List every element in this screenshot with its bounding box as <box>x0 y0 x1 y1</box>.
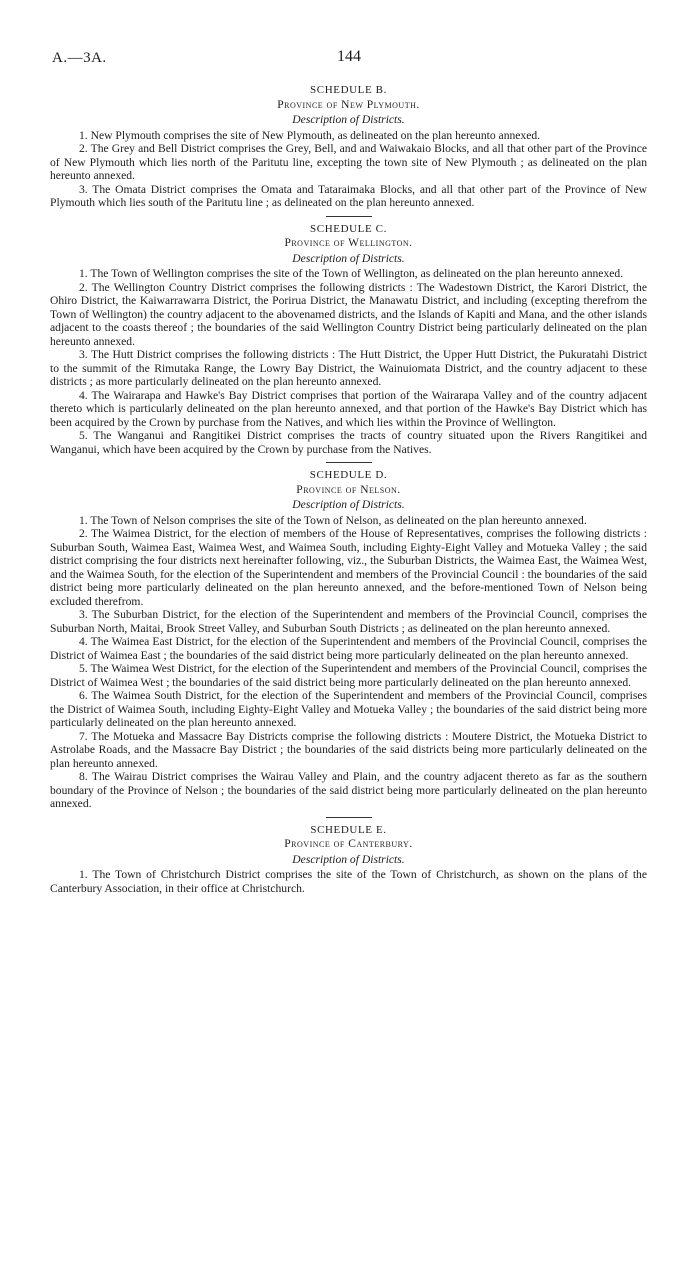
paragraph: 1. The Town of Wellington comprises the site of the Town of Wellington, as delineated on the plan hereunto annexed. <box>79 267 624 280</box>
province-heading: Province of Wellington. <box>284 237 413 249</box>
page-number: 144 <box>337 48 361 65</box>
description-heading: Description of Districts. <box>292 498 405 511</box>
paragraph: 5. The Waimea West District, for the election of the Superintendent and members of the Provincial Council, comprises the District of Waimea West ; the boundaries of the said district being more particularly delineated on the plan hereunto annexed. <box>50 662 647 689</box>
schedule-section <box>50 223 647 457</box>
province-heading: Province of New Plymouth. <box>277 98 420 111</box>
schedule-section <box>50 469 647 811</box>
province-heading: Province of Canterbury. <box>284 838 413 850</box>
paragraph: 2. The Wellington Country District comprises the following districts : The Wadestown District, the Karori District, the Ohiro District, the Kaiwarrawarra District, the Porirua District, the Manawatu District, and including (excepting therefrom the Town of Wellington) the country adjacent to the abovenamed districts, and the Islands of Kapiti and Mana, and the other islands adjacent to the coasts thereof ; the boundaries of the said Wellington Country District being particularly delineated on the plan hereunto annexed. <box>50 280 647 348</box>
schedule-section <box>50 824 647 896</box>
description-heading: Description of Districts. <box>292 251 405 265</box>
description-heading: Description of Districts. <box>292 852 405 866</box>
schedule-heading: SCHEDULE E. <box>310 823 387 836</box>
province-heading: Province of Nelson. <box>296 483 401 496</box>
paragraph: 5. The Wanganui and Rangitikei District comprises the tracts of country situated upon the Rivers Rangitikei and Wanganui, which have been acquired by the Crown by purchase from the Natives. <box>50 429 647 456</box>
section-divider <box>326 817 372 818</box>
schedule-heading: SCHEDULE B. <box>310 84 387 96</box>
schedule-heading: SCHEDULE D. <box>309 469 388 481</box>
schedule-section <box>50 84 647 210</box>
paragraph: 2. The Waimea District, for the election of members of the House of Representatives, comprises the following districts : Suburban South, Waimea East, Waimea West, and Waimea South, including Eighty-Eight Valley and Motueka Valley ; the said district comprising the four districts next hereinafter following, viz., the Suburban Districts, the Waimea East, the Waimea West, and the Waimea South, for the election of the Superintendent and members of the Provincial Council : the boundaries of the said district being more particularly delineated on the plan hereunto annexed, and the before-mentioned Town of Nelson being excluded therefrom. <box>50 527 647 608</box>
paragraph: 4. The Waimea East District, for the election of the Superintendent and members of the Provincial Council, comprises the District of Waimea East ; the boundaries of the said district being more particularly delineated on the plan hereunto annexed. <box>50 635 647 662</box>
section-divider <box>326 216 372 217</box>
paragraph: 2. The Grey and Bell District comprises the Grey, Bell, and and Waiwakaio Blocks, and all that other part of the Province of New Plymouth which lies north of the Paritutu line, excepting the town site of New Plymouth ; as delineated on the plan hereunto annexed. <box>50 142 647 182</box>
paragraph: 1. New Plymouth comprises the site of New Plymouth, as delineated on the plan hereunto annexed. <box>79 128 541 142</box>
paragraph: 3. The Suburban District, for the election of the Superintendent and members of the Provincial Council, comprises the Suburban North, Maitai, Brook Street Valley, and Suburban South Districts ; as delineated on the plan hereunto annexed. <box>50 608 647 635</box>
paragraph: 1. The Town of Nelson comprises the site of the Town of Nelson, as delineated on the plan hereunto annexed. <box>79 513 587 527</box>
paragraph: 3. The Hutt District comprises the following districts : The Hutt District, the Upper Hutt District, the Pukuratahi District to the summit of the Rimutaka Range, the Lowry Bay District, the Wainuiomata District, and the country adjacent to these districts ; as more particularly delineated on the plan hereunto annexed. <box>50 348 647 388</box>
page-content <box>50 84 647 895</box>
schedule-heading: SCHEDULE C. <box>310 222 387 235</box>
paragraph: 3. The Omata District comprises the Omata and Tataraimaka Blocks, and all that other part of the Province of New Plymouth which lies south of the Paritutu line ; as delineated on the plan hereunto annexed. <box>50 182 647 209</box>
paragraph: 1. The Town of Christchurch District comprises the site of the Town of Christchurch, as shown on the plans of the Canterbury Association, in their office at Christchurch. <box>50 868 647 895</box>
description-heading: Description of Districts. <box>292 113 405 126</box>
section-divider <box>326 462 372 463</box>
paragraph: 7. The Motueka and Massacre Bay Districts comprise the following districts : Moutere District, the Motueka District to Astrolabe Roads, and the Massacre Bay District ; the boundaries of the said districts being more particularly delineated on the plan hereunto annexed. <box>50 729 647 770</box>
document-reference: A.—3A. <box>52 50 107 66</box>
paragraph: 4. The Wairarapa and Hawke's Bay District comprises that portion of the Wairarapa Valley and of the country adjacent thereto which is particularly delineated on the plan hereunto annexed, and that portion of the Hawke's Bay District which has been acquired by the Crown by purchase from the Natives, and which lies within the Province of Wellington. <box>50 388 647 429</box>
paragraph: 8. The Wairau District comprises the Wairau Valley and Plain, and the country adjacent thereto as far as the southern boundary of the Province of Nelson ; the boundaries of the said district being more particularly delineated on the plan hereunto annexed. <box>50 770 647 810</box>
paragraph: 6. The Waimea South District, for the election of the Superintendent and members of the Provincial Council, comprises the District of Waimea South, including Eighty-Eight Valley and Motueka Valley ; the boundaries of the said district being more particularly delineated on the plan hereunto annexed. <box>50 689 647 729</box>
